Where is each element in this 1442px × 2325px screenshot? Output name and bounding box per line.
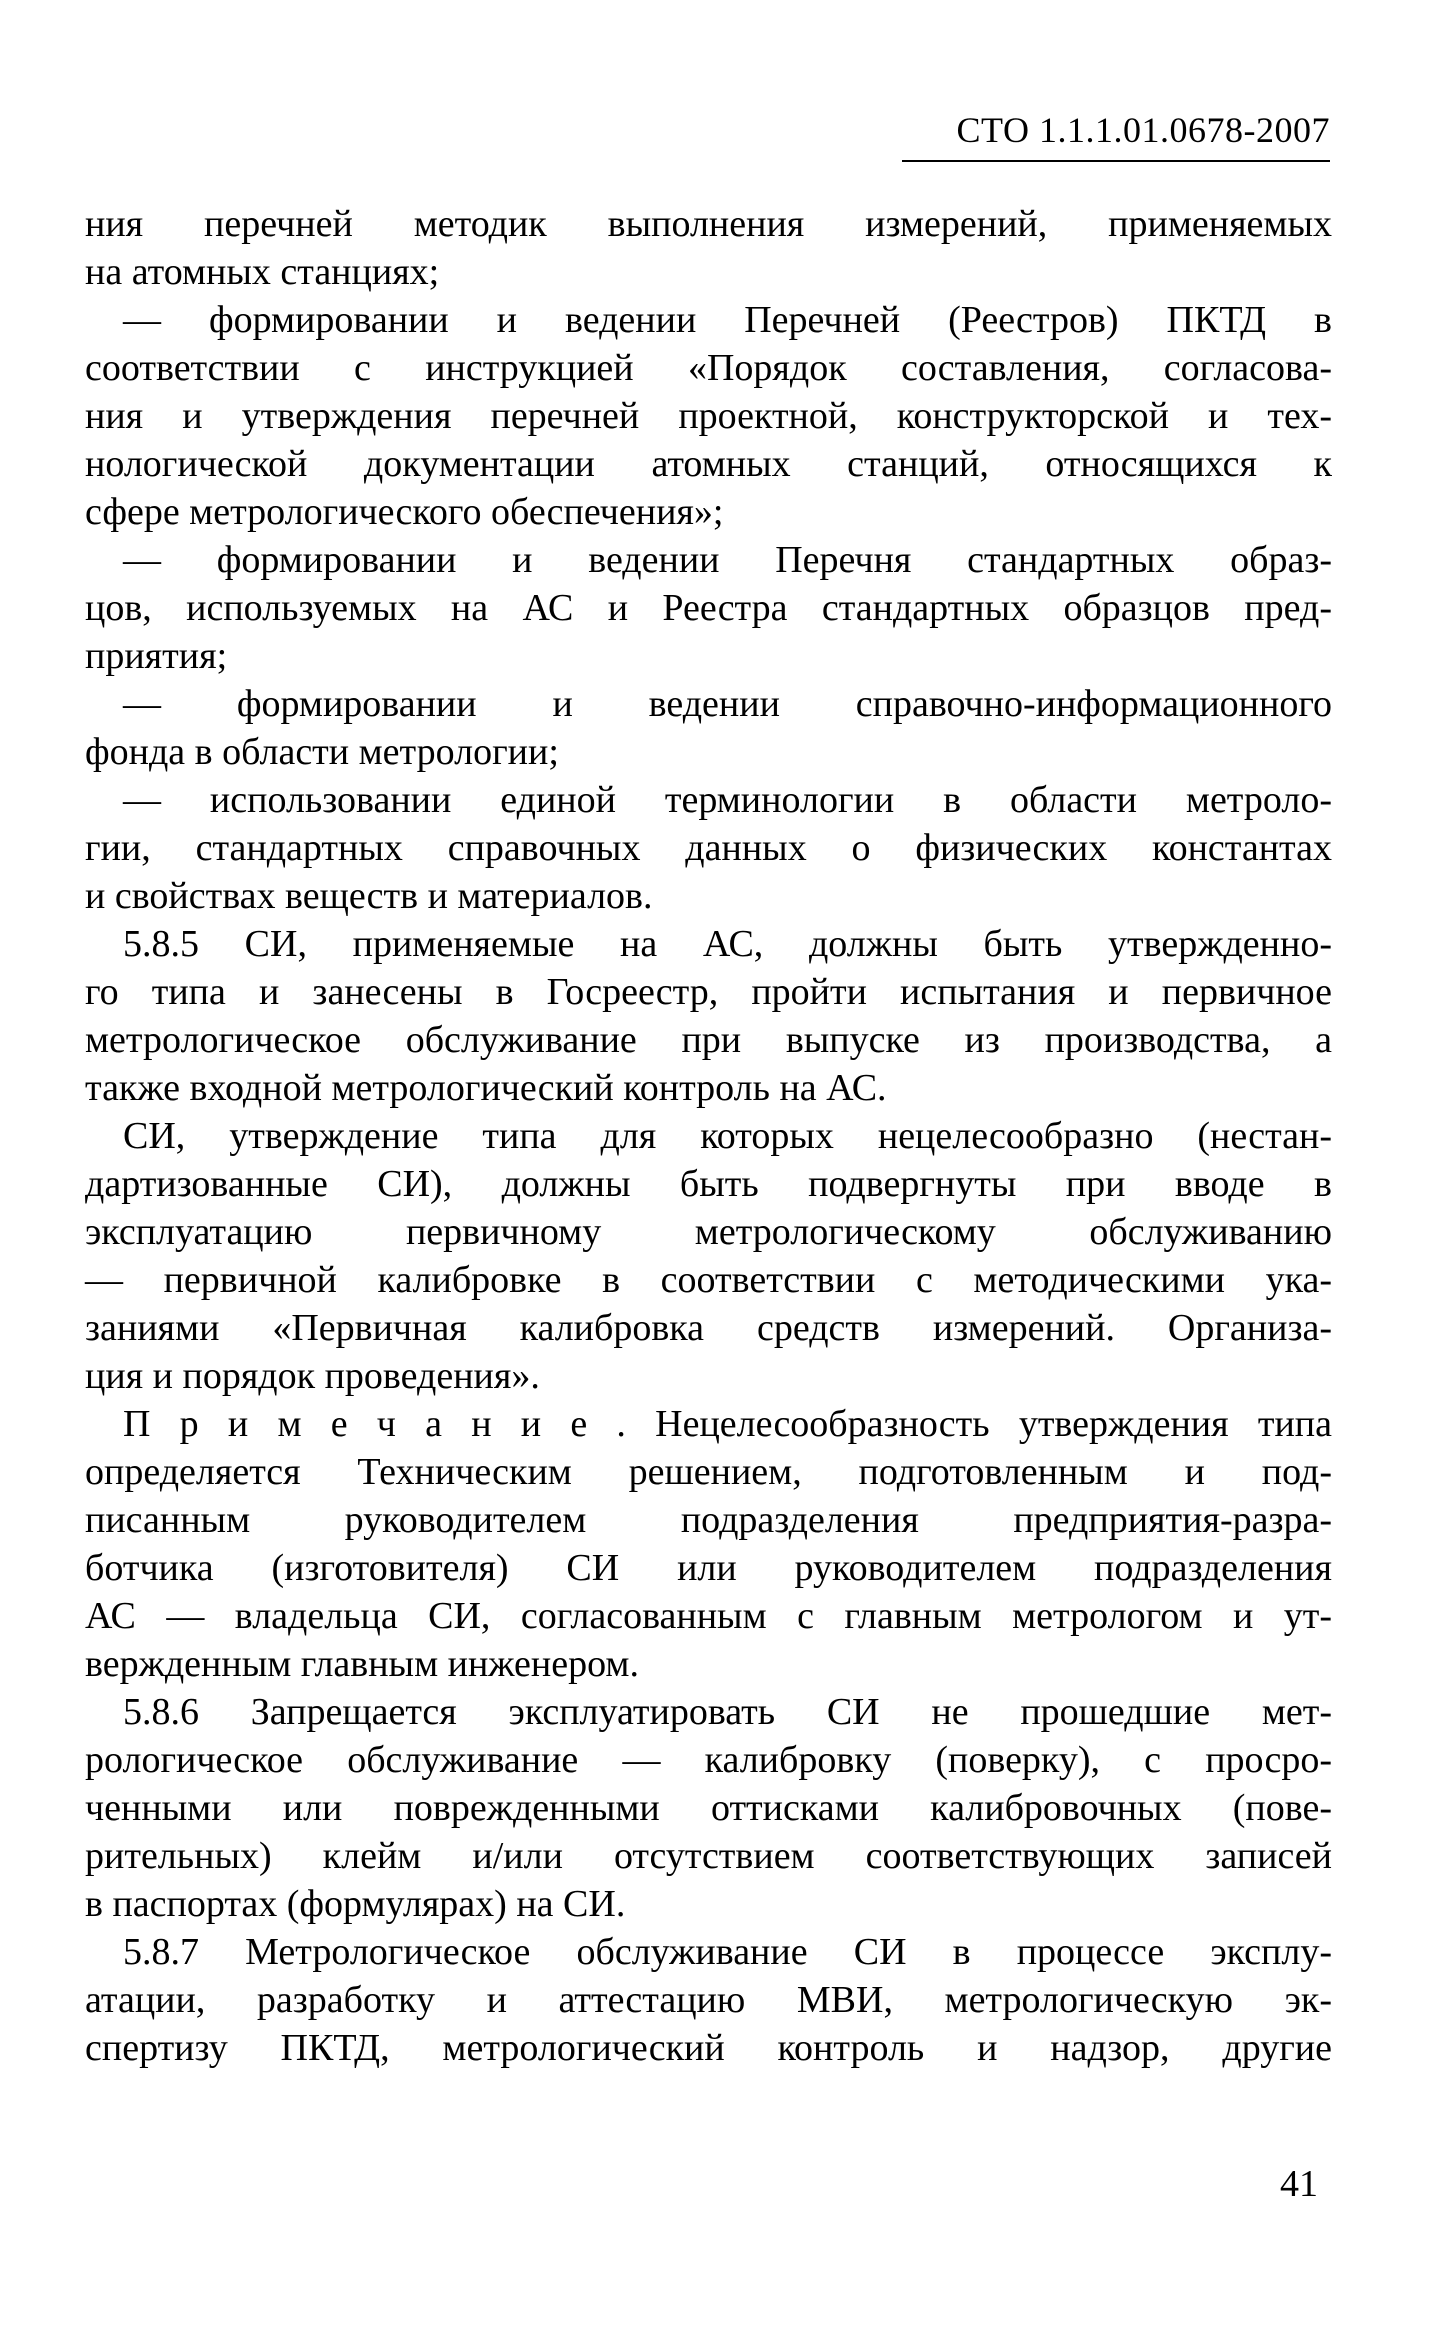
text-line: ботчика (изготовителя) СИ или руководителем подразделения: [85, 1547, 1332, 1589]
text-line: на атомных станциях;: [85, 251, 440, 293]
text-line: приятия;: [85, 635, 228, 677]
text-line: рительных) клейм и/или отсутствием соответствующих записей: [85, 1835, 1332, 1877]
paragraph: [85, 1400, 1332, 1688]
text-line: рологическое обслуживание — калибровку (поверку), с просро-: [85, 1739, 1332, 1781]
text-line: — формировании и ведении справочно-информационного: [123, 683, 1332, 725]
text-line: и свойствах веществ и материалов.: [85, 875, 653, 917]
text-line: — формировании и ведении Перечней (Реестров) ПКТД в: [123, 299, 1332, 341]
text-line: эксплуатацию первичному метрологическому обслуживанию: [85, 1211, 1332, 1253]
text-line: в паспортах (формулярах) на СИ.: [85, 1883, 626, 1925]
text-line: писанным руководителем подразделения предприятия-разра-: [85, 1499, 1332, 1541]
text-line: СИ, утверждение типа для которых нецелесообразно (нестан-: [123, 1115, 1332, 1157]
text-line: — использовании единой терминологии в области метроло-: [123, 779, 1332, 821]
text-line: метрологическое обслуживание при выпуске из производства, а: [85, 1019, 1332, 1061]
text-line: вержденным главным инженером.: [85, 1643, 639, 1685]
paragraph: [85, 296, 1332, 536]
text-line: 5.8.5 СИ, применяемые на АС, должны быть утвержденно-: [123, 923, 1332, 965]
text-line: 5.8.7 Метрологическое обслуживание СИ в процессе эксплу-: [123, 1931, 1332, 1973]
text-line: 5.8.6 Запрещается эксплуатировать СИ не прошедшие мет-: [123, 1691, 1332, 1733]
text-line: сфере метрологического обеспечения»;: [85, 491, 724, 533]
text-line: заниями «Первичная калибровка средств измерений. Организа-: [85, 1307, 1332, 1349]
page-number: 41: [1280, 2163, 1318, 2205]
paragraph: [85, 200, 1332, 296]
text-line: гии, стандартных справочных данных о физических константах: [85, 827, 1332, 869]
page-header: [85, 112, 1330, 162]
text-line: — формировании и ведении Перечня стандартных образ-: [123, 539, 1332, 581]
text-line: спертизу ПКТД, метрологический контроль и надзор, другие: [85, 2027, 1332, 2069]
paragraph: [85, 1928, 1332, 2072]
text-line: — первичной калибровке в соответствии с методическими ука-: [85, 1259, 1332, 1301]
text-line: атации, разработку и аттестацию МВИ, метрологическую эк-: [85, 1979, 1332, 2021]
text-line: дартизованные СИ), должны быть подвергнуты при вводе в: [85, 1163, 1332, 1205]
text-line: цов, используемых на АС и Реестра стандартных образцов пред-: [85, 587, 1332, 629]
text-line: соответствии с инструкцией «Порядок составления, согласова-: [85, 347, 1332, 389]
document-body: [85, 200, 1332, 2072]
header-rule: [902, 160, 1330, 162]
text-line: ния и утверждения перечней проектной, конструкторской и тех-: [85, 395, 1332, 437]
text-line: также входной метрологический контроль на АС.: [85, 1067, 887, 1109]
text-line: П р и м е ч а н и е . Нецелесообразность утверждения типа: [123, 1403, 1332, 1445]
text-line: фонда в области метрологии;: [85, 731, 559, 773]
text-line: ния перечней методик выполнения измерений, применяемых: [85, 203, 1332, 245]
paragraph: [85, 776, 1332, 920]
text-line: ция и порядок проведения».: [85, 1355, 540, 1397]
paragraph: [85, 920, 1332, 1112]
paragraph: [85, 536, 1332, 680]
paragraph: [85, 1688, 1332, 1928]
text-line: определяется Техническим решением, подготовленным и под-: [85, 1451, 1332, 1493]
paragraph: [85, 680, 1332, 776]
text-line: ченными или поврежденными оттисками калибровочных (пове-: [85, 1787, 1332, 1829]
document-number: СТО 1.1.1.01.0678-2007: [956, 110, 1330, 150]
text-line: АС — владельца СИ, согласованным с главным метрологом и ут-: [85, 1595, 1332, 1637]
text-line: го типа и занесены в Госреестр, пройти испытания и первичное: [85, 971, 1332, 1013]
paragraph: [85, 1112, 1332, 1400]
text-line: нологической документации атомных станций, относящихся к: [85, 443, 1332, 485]
